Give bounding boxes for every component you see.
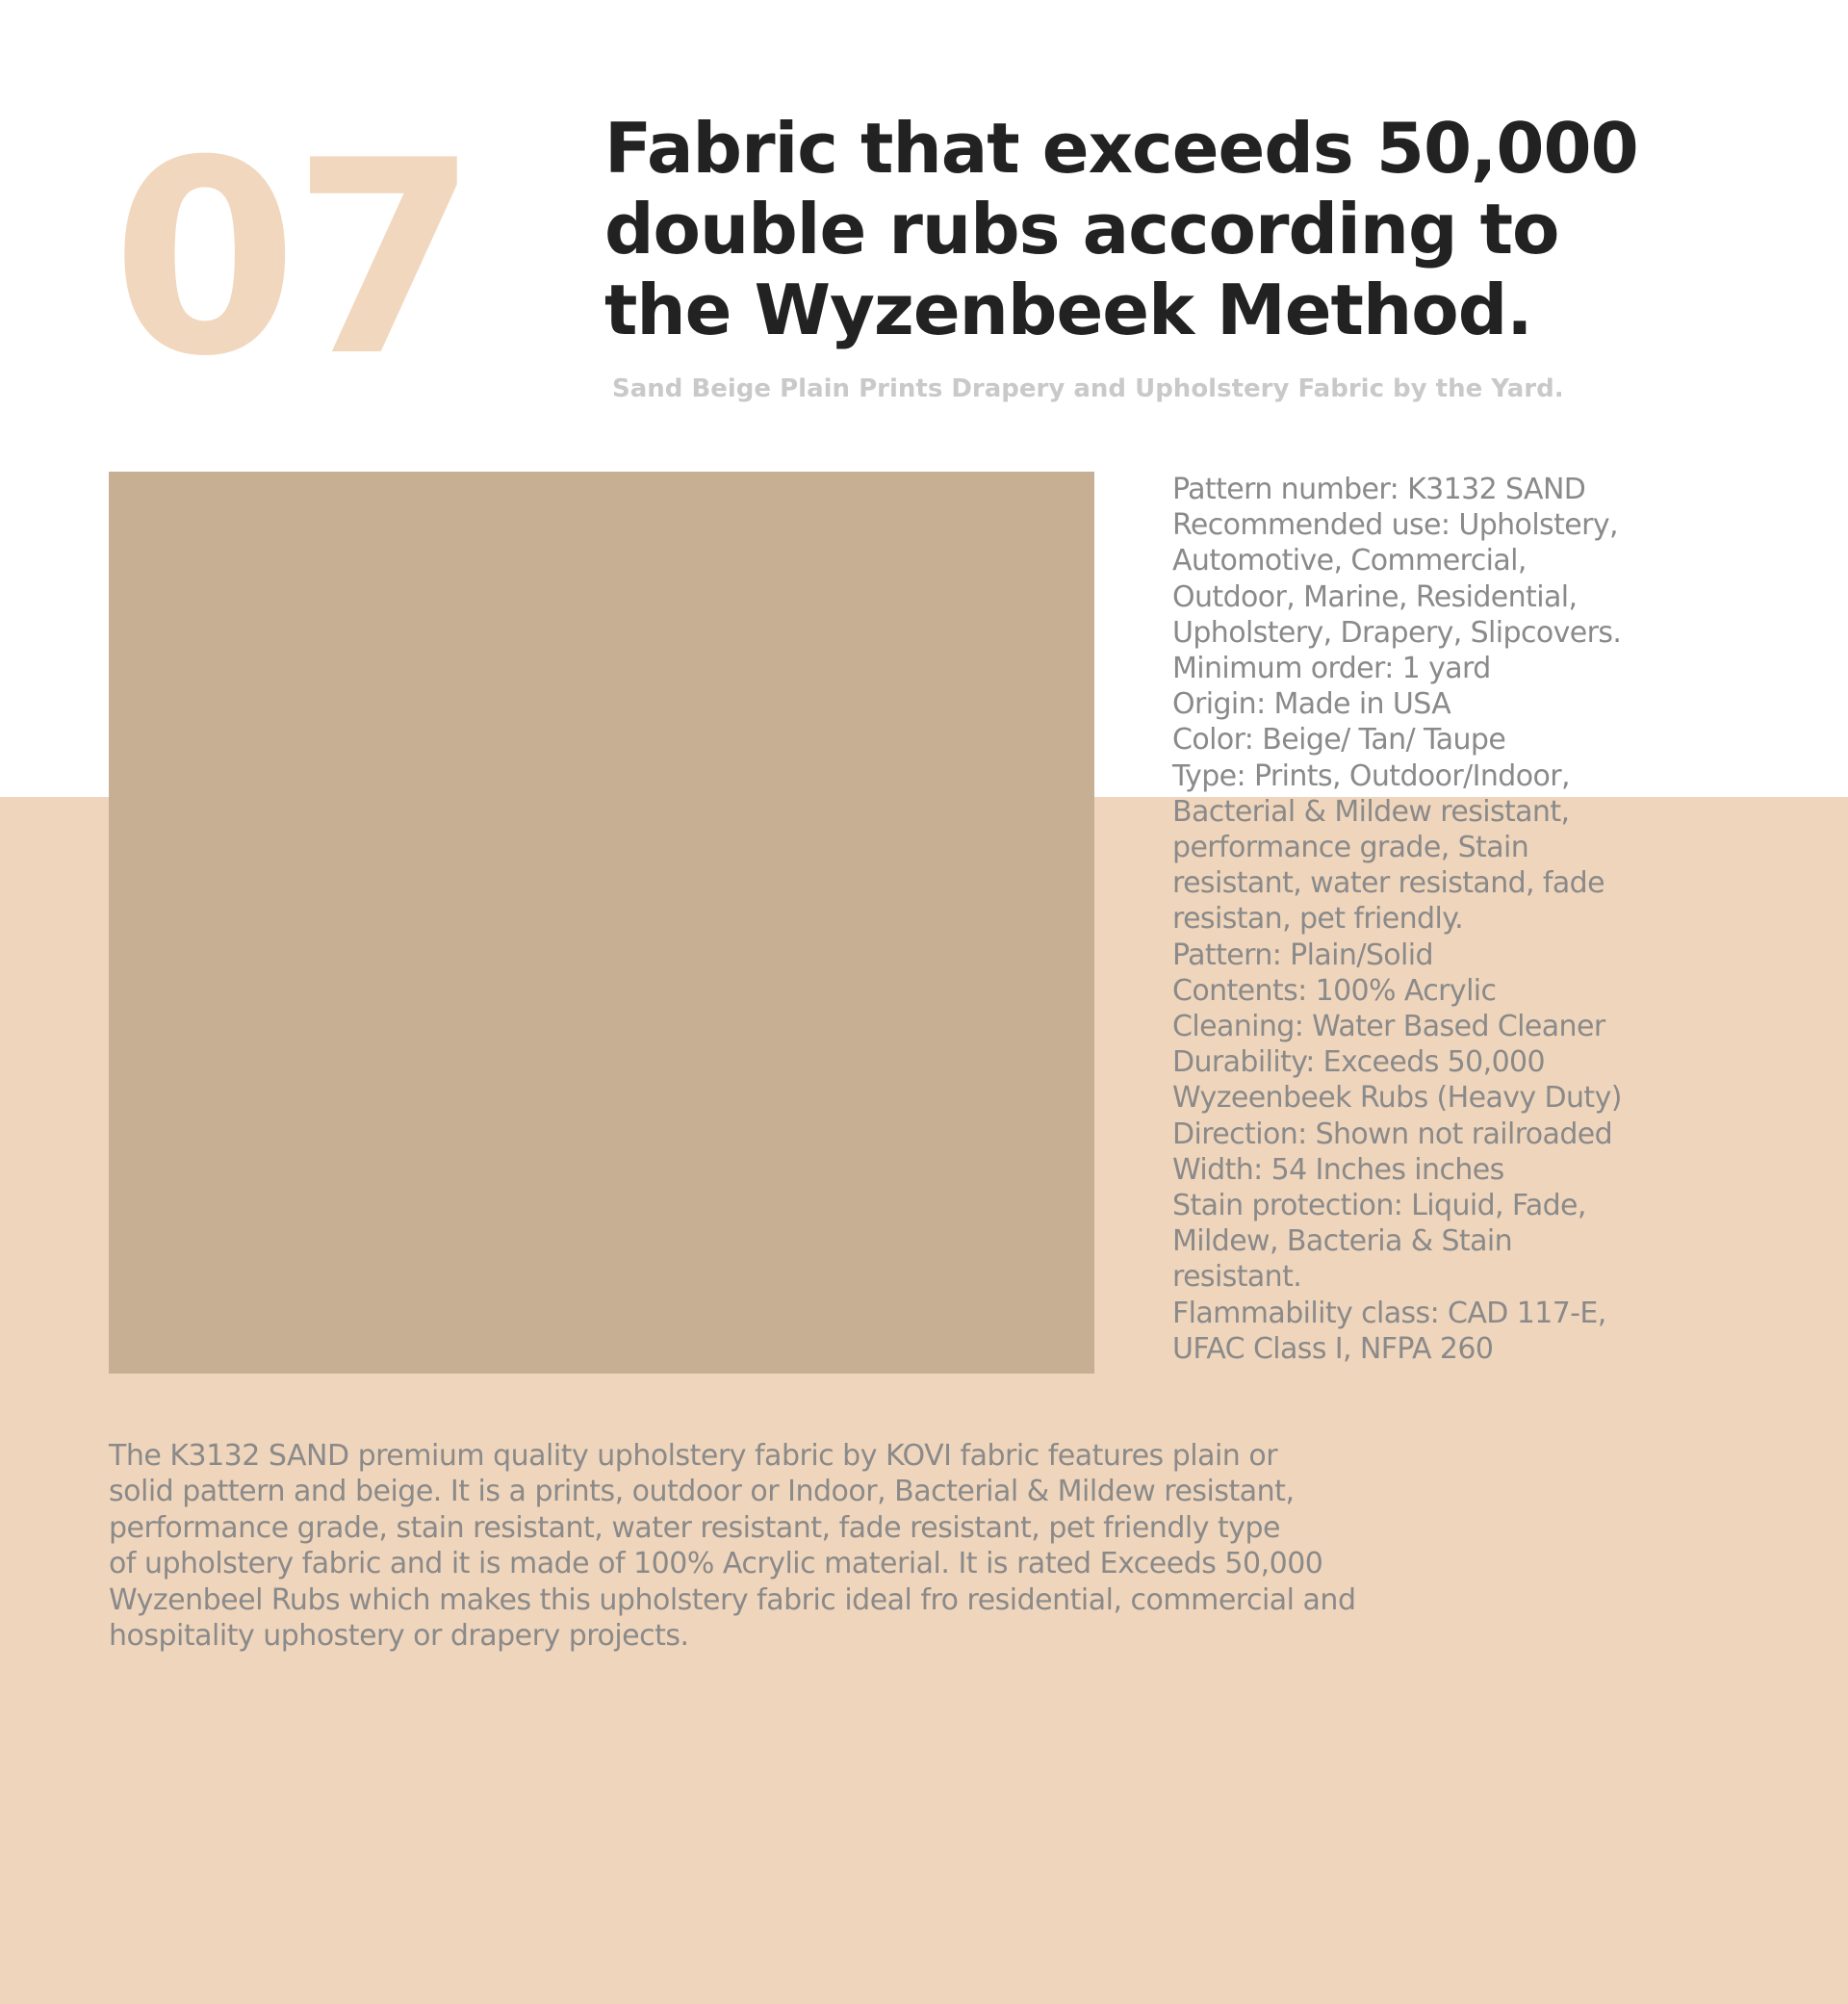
description-line: solid pattern and beige. It is a prints, outdoor or Indoor, Bacterial & Mildew resistant, [109, 1475, 1295, 1509]
headline-line: the Wyzenbeek Method. [604, 270, 1532, 350]
spec-line: resistan, pet friendly. [1172, 902, 1464, 937]
fabric-swatch-image [109, 472, 1094, 1374]
page-subtitle: Sand Beige Plain Prints Drapery and Upholstery Fabric by the Yard. [612, 374, 1564, 403]
spec-line: Flammability class: CAD 117-E, [1172, 1296, 1606, 1330]
spec-line: Outdoor, Marine, Residential, [1172, 579, 1578, 614]
headline-line: Fabric that exceeds 50,000 [604, 108, 1638, 189]
spec-line: Width: 54 Inches inches [1172, 1152, 1504, 1187]
spec-line: Minimum order: 1 yard [1172, 652, 1491, 686]
headline-line: double rubs according to [604, 189, 1559, 270]
spec-line: Color: Beige/ Tan/ Taupe [1172, 723, 1506, 758]
description-line: of upholstery fabric and it is made of 100% Acrylic material. It is rated Exceeds 50,000 [109, 1547, 1323, 1581]
spec-line: Wyzeenbeek Rubs (Heavy Duty) [1172, 1081, 1622, 1116]
spec-line: Upholstery, Drapery, Slipcovers. [1172, 615, 1622, 650]
description-line: performance grade, stain resistant, water resistant, fade resistant, pet friendly type [109, 1510, 1280, 1545]
spec-line: Stain protection: Liquid, Fade, [1172, 1189, 1586, 1223]
product-description [109, 1438, 1822, 1654]
spec-line: Cleaning: Water Based Cleaner [1172, 1010, 1605, 1044]
description-line: Wyzenbeel Rubs which makes this upholstery fabric ideal fro residential, commercial and [109, 1582, 1356, 1617]
spec-line: Direction: Shown not railroaded [1172, 1117, 1613, 1151]
spec-line: Type: Prints, Outdoor/Indoor, [1172, 758, 1570, 793]
spec-line: Automotive, Commercial, [1172, 544, 1527, 578]
description-line: hospitality uphostery or drapery projects. [109, 1619, 689, 1654]
spec-line: Pattern: Plain/Solid [1172, 938, 1433, 972]
spec-line: Bacterial & Mildew resistant, [1172, 794, 1570, 829]
spec-line: Durability: Exceeds 50,000 [1172, 1045, 1546, 1080]
spec-line: Contents: 100% Acrylic [1172, 973, 1497, 1008]
spec-line: Mildew, Bacteria & Stain [1172, 1224, 1512, 1259]
description-line: The K3132 SAND premium quality upholstery fabric by KOVI fabric features plain or [109, 1439, 1278, 1473]
spec-line: Recommended use: Upholstery, [1172, 508, 1618, 543]
spec-line: UFAC Class I, NFPA 260 [1172, 1331, 1494, 1366]
spec-line: Origin: Made in USA [1172, 687, 1451, 722]
spec-line: performance grade, Stain [1172, 831, 1529, 865]
spec-line: Pattern number: K3132 SAND [1172, 473, 1586, 506]
page-headline [604, 108, 1817, 350]
spec-line: resistant, water resistand, fade [1172, 866, 1604, 901]
section-number: 07 [112, 103, 473, 415]
spec-line: resistant. [1172, 1260, 1302, 1295]
spec-list [1172, 472, 1827, 1367]
